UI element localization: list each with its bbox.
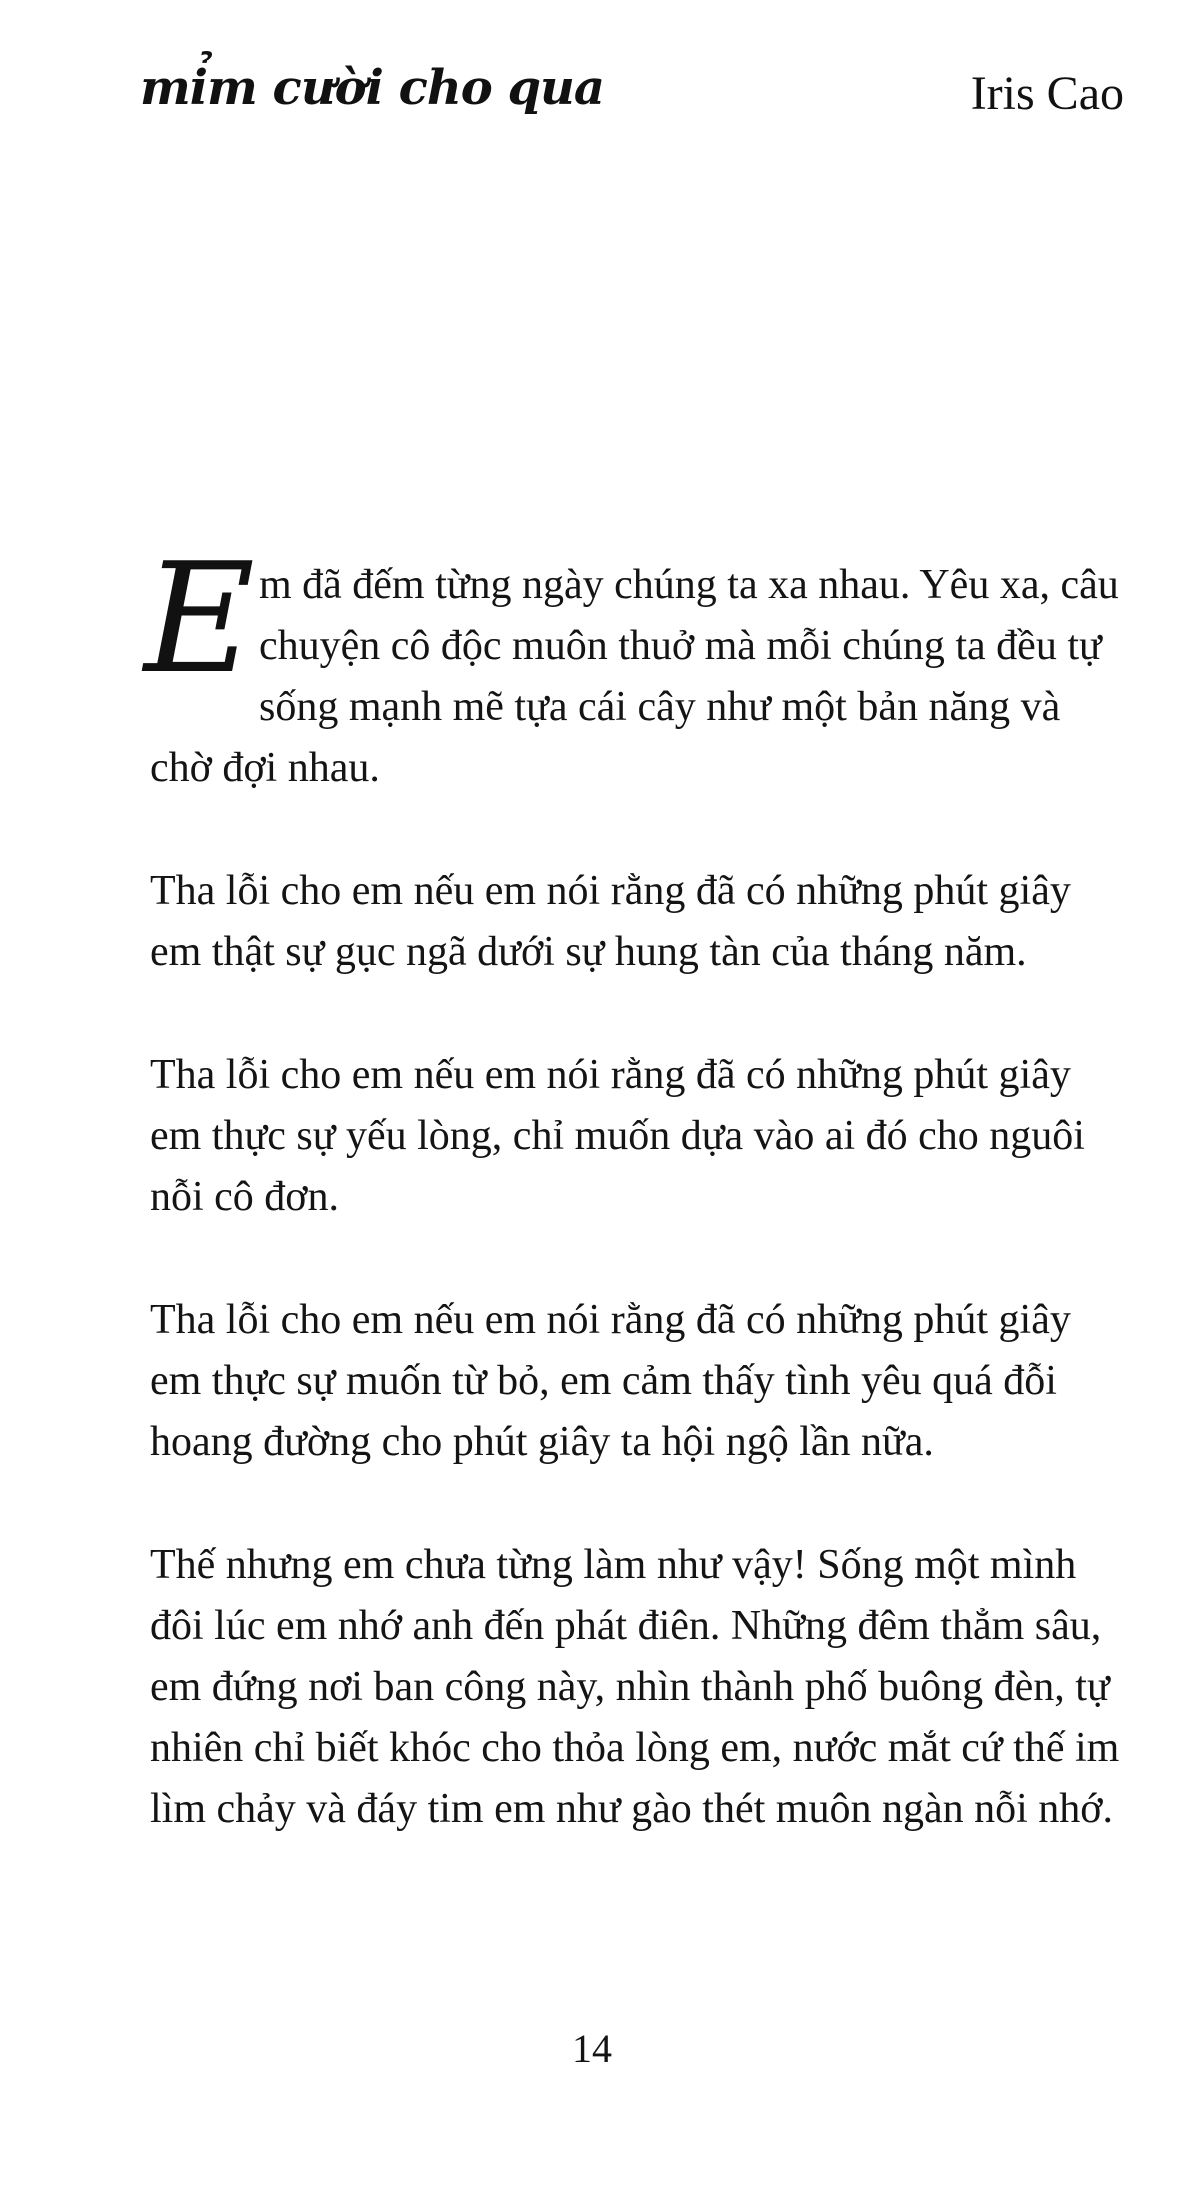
drop-cap: E [144,530,255,707]
body-text [144,530,1130,1902]
paragraph-1 [144,530,1130,799]
page-number: 14 [572,2026,612,2071]
paragraph-2: Tha lỗi cho em nếu em nói rằng đã có những phút giây em thật sự gục ngã dưới sự hung tàn của tháng năm. [150,868,1071,975]
author-name: Iris Cao [970,67,1124,120]
paragraph-5: Thế nhưng em chưa từng làm như vậy! Sống một mình đôi lúc em nhớ anh đến phát điên. Những đêm thẳm sâu, em đứng nơi ban công này, nhìn thành phố buông đèn, tự nhiên chỉ biết khóc cho thỏa lòng em, nước mắt cứ thế im lìm chảy và đáy tim em như gào thét muôn ngàn nỗi nhớ. [150,1542,1120,1832]
paragraph-4: Tha lỗi cho em nếu em nói rằng đã có những phút giây em thực sự muốn từ bỏ, em cảm thấy tình yêu quá đỗi hoang đường cho phút giây ta hội ngộ lần nữa. [150,1297,1071,1465]
book-title: mỉm cười cho qua [140,60,605,116]
paragraph-1-text: m đã đếm từng ngày chúng ta xa nhau. Yêu xa, câu chuyện cô độc muôn thuở mà mỗi chúng ta đều tự sống mạnh mẽ tựa cái cây như một bản năng và chờ đợi nhau. [150,562,1119,791]
running-header [140,60,1124,130]
paragraph-3: Tha lỗi cho em nếu em nói rằng đã có những phút giây em thực sự yếu lòng, chỉ muốn dựa vào ai đó cho nguôi nỗi cô đơn. [150,1052,1085,1220]
